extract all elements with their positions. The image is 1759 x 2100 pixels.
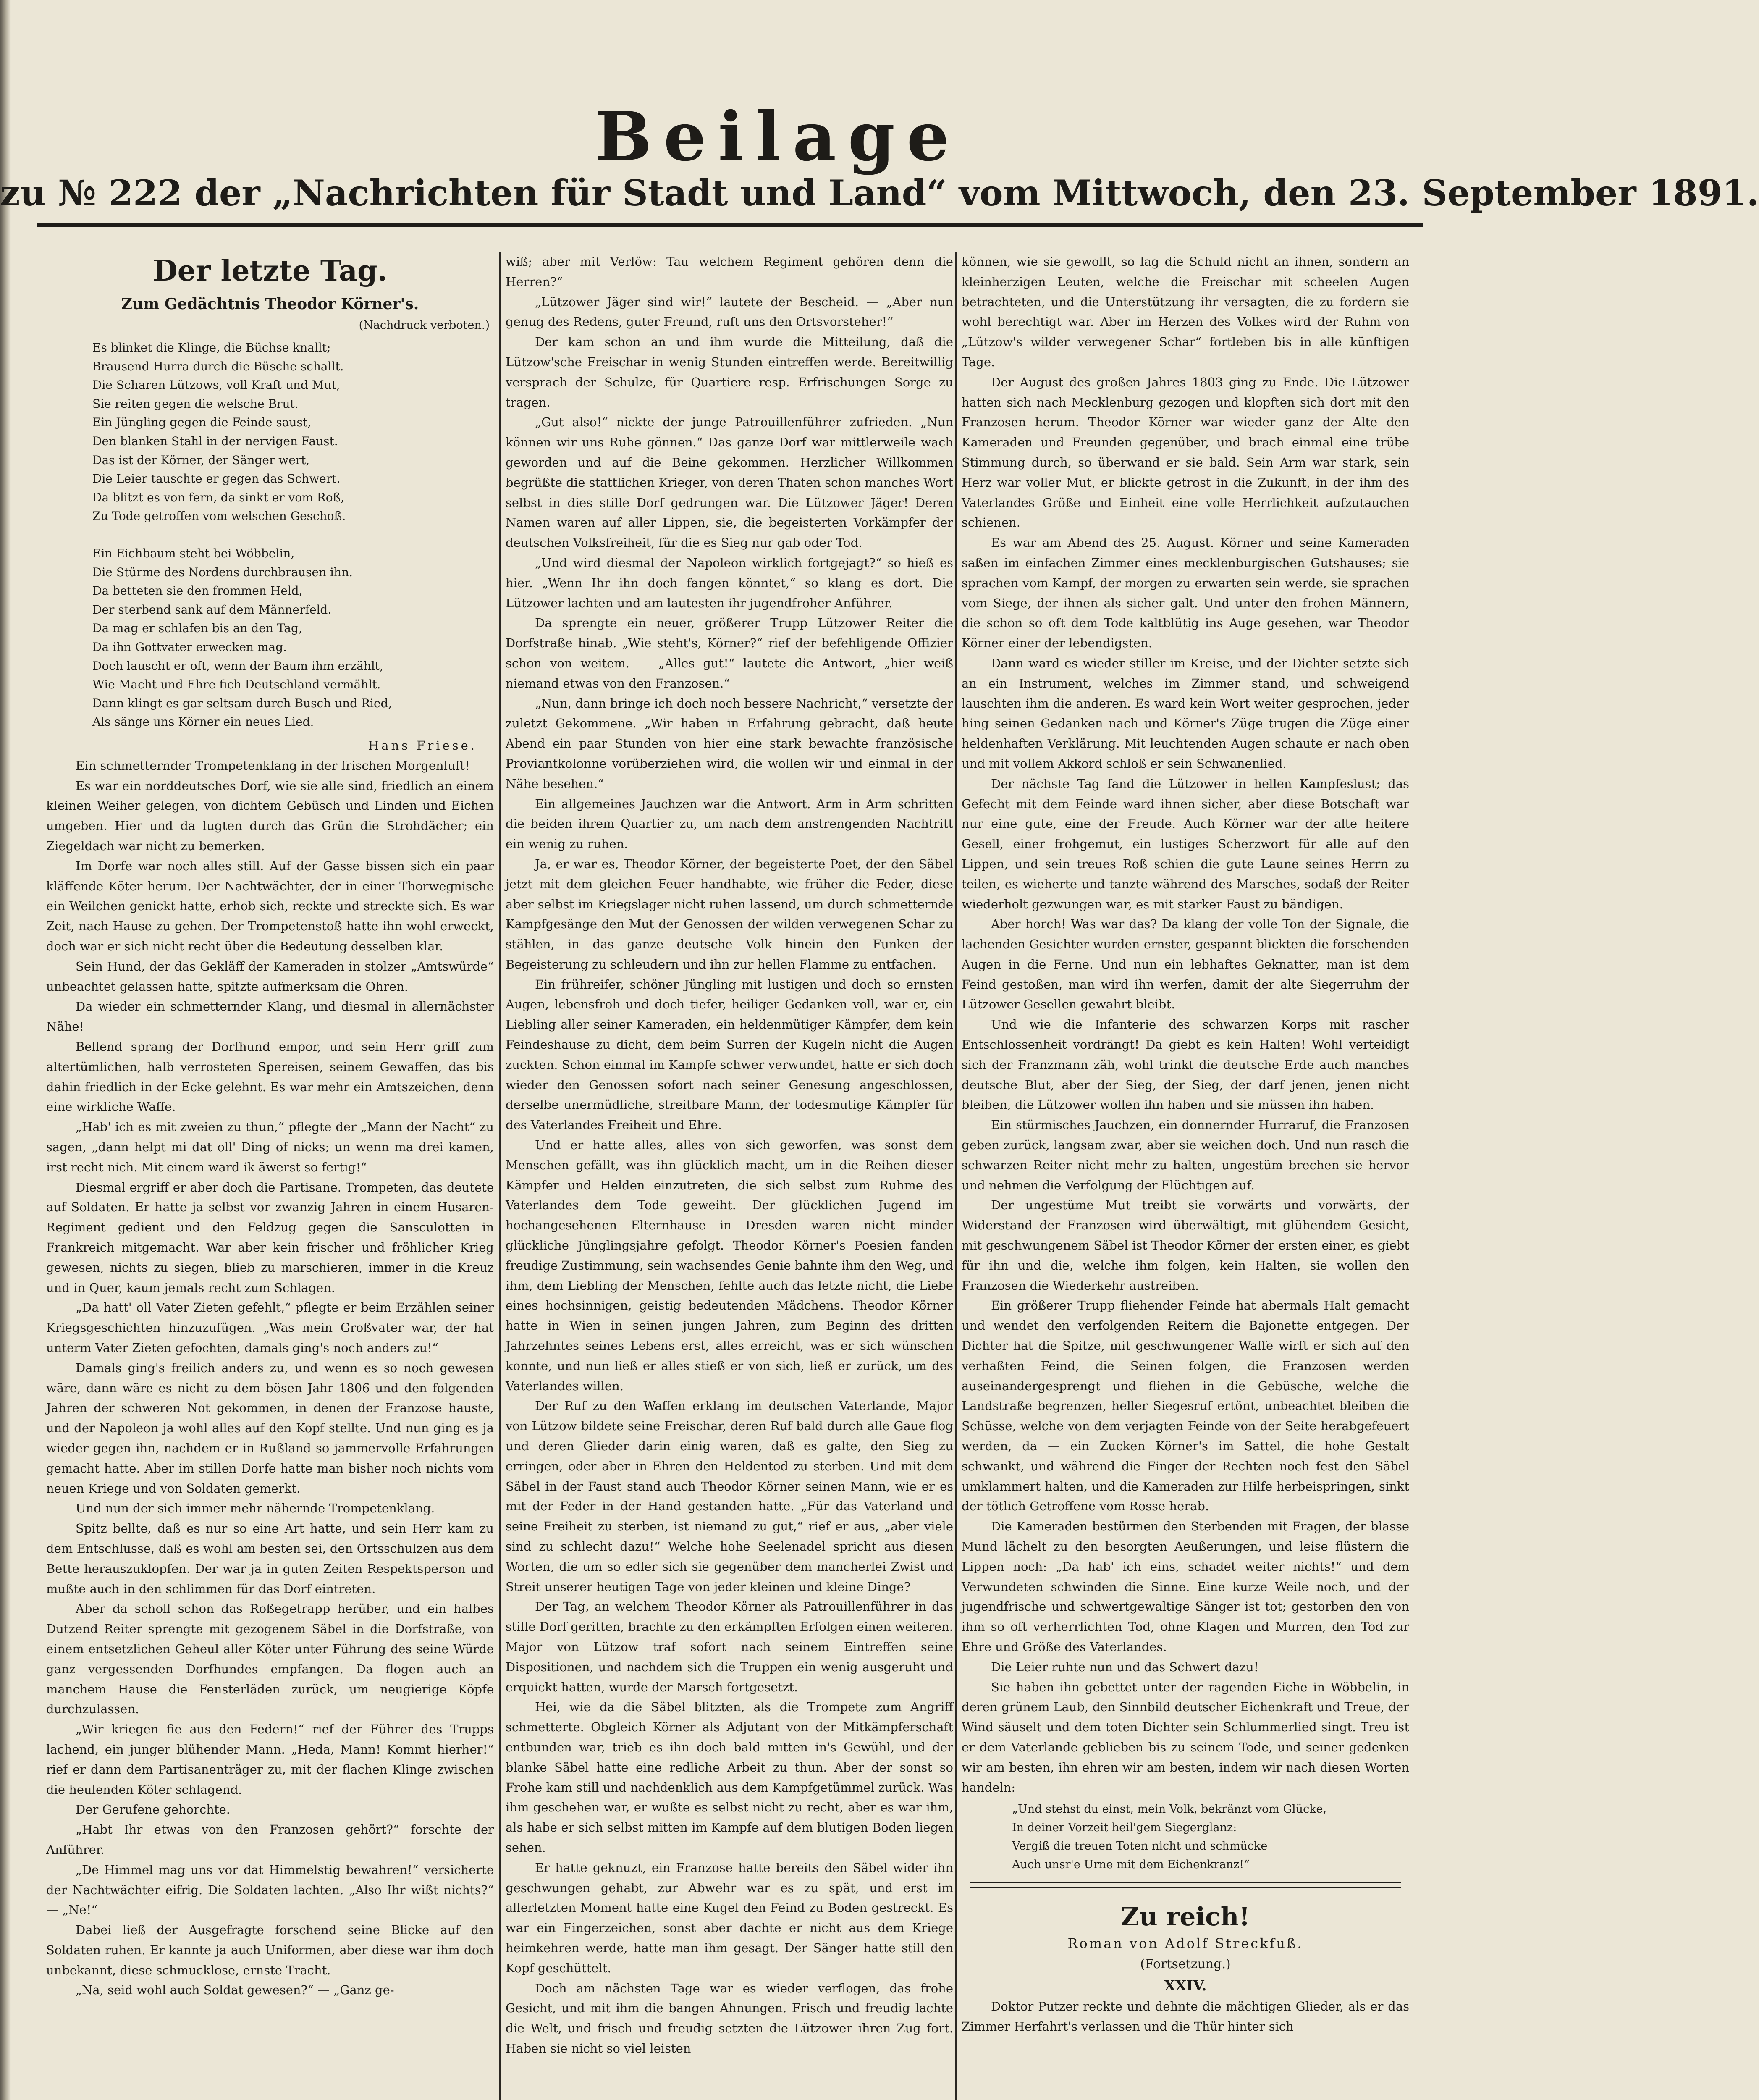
paragraph: Der August des großen Jahres 1803 ging zu Ende. Die Lützower hatten sich nach Mecklenburg gezogen und klopften sich dort mit den Franzosen herum. Theodor Körner war wieder ganz der Alte den Kameraden und Freunden gegenüber, und brach einmal eine trübe Stimmung durch, so überwand er sie bald. Sein Arm war stark, sein Herz war voller Mut, er blickte getrost in die Zukunft, in der ihm des Vaterlandes Größe und Einheit eine volle Herrlichkeit aufzutauchen schienen. xyxy=(962,375,1409,530)
paragraph: „Gut also!“ nickte der junge Patrouillenführer zufrieden. „Nun können wir uns Ruhe gönnen.“ Das ganze Dorf war mittlerweile wach geworden und auf die Beine gekommen. Herzlicher Willkommen begrüßte die stattlichen Krieger, von deren Thaten schon manches Wort selbst in dies stille Dorf gedrungen war. Die Lützower Jäger! Deren Namen waren auf aller Lippen, sie, die begeisterten Vorkämpfer der deutschen Volksfreiheit, für die es Sieg nur gab oder Tod. xyxy=(506,415,953,550)
paragraph: „Und wird diesmal der Napoleon wirklich fortgejagt?“ so hieß es hier. „Wenn Ihr ihn doch fangen könntet,“ so klang es dort. Die Lützower lachten und am lautesten ihr jugendfroher Anführer. xyxy=(506,555,953,610)
poem-line: Doch lauscht er oft, wenn der Baum ihm erzählt, xyxy=(92,659,383,673)
column-3 xyxy=(962,252,1409,2100)
poem-line: Die Stürme des Nordens durchbrausen ihn. xyxy=(92,565,353,579)
poem-line: Den blanken Stahl in der nervigen Faust. xyxy=(92,434,338,448)
paragraph: Und er hatte alles, alles von sich geworfen, was sonst dem Menschen gefällt, was ihn glücklich macht, um in die Reihen dieser Kämpfer und Helden einzutreten, die sich selbst zum Ruhme des Vaterlandes dem Tode geweiht. Der glücklichen Jugend im hochangesehenen Elternhause in Dresden waren nicht minder glückliche Jünglingsjahre gefolgt. Theodor Körner's Poesien fanden freudige Zustimmung, sein wachsendes Genie bahnte ihm den Weg, und ihm, dem Liebling der Menschen, fehlte auch das letzte nicht, die Liebe eines hochsinnigen, geistig bedeutenden Mädchens. Theodor Körner hatte in Wien in seinen jungen Jahren, zum Beginn des dritten Jahrzehntes seines Lebens erst, alles erreicht, was er sich wünschen konnte, und nun ließ er alles stieß er von sich, ließ er zurück, um des Vaterlandes willen. xyxy=(506,1138,953,1393)
story-dedication: Zum Gedächtnis Theodor Körner's. xyxy=(121,295,419,313)
serial-chapter: XXIV. xyxy=(1164,1977,1207,1995)
paragraph: Aber horch! Was war das? Da klang der volle Ton der Signale, die lachenden Gesichter wurden ernster, gespannt blickten die forschenden Augen in die Ferne. Und nun ein lebhaftes Geknatter, man ist dem Feind gestoßen, man wird ihn werfen, damit der alte Siegerruhm der Lützower Gesellen gewahrt bleibt. xyxy=(962,917,1409,1012)
poem-line: Als sänge uns Körner ein neues Lied. xyxy=(92,715,314,729)
paragraph: „Nun, dann bringe ich doch noch bessere Nachricht,“ versetzte der zuletzt Gekommene. „Wir haben in Erfahrung gebracht, daß heute Abend ein paar Stunden von hier eine stark bewachte französische Proviantkolonne vorüberziehen wird, die wollen wir und einmal in der Nähe besehen.“ xyxy=(506,696,953,791)
masthead-rule xyxy=(37,223,1423,227)
reprint-note: (Nachdruck verboten.) xyxy=(359,319,490,332)
paragraph: Der Gerufene gehorchte. xyxy=(76,1802,230,1817)
paragraph: Ein stürmisches Jauchzen, ein donnernder Hurraruf, die Franzosen geben zurück, langsam zwar, aber sie weichen doch. Und nun rasch die schwarzen Reiter nicht mehr zu halten, ungestüm brechen sie hervor und nehmen die Verfolgung der Flüchtigen auf. xyxy=(962,1118,1409,1192)
paragraph: Er hatte geknuzt, ein Franzose hatte bereits den Säbel wider ihn geschwungen gehabt, zur Abwehr war es zu spät, und erst im allerletzten Moment hatte eine Kugel den Feind zu Boden gestreckt. Es war ein Fingerzeichen, sonst aber dachte er nicht aus dem Kriege heimkehren werde, hatte man ihm gesagt. Der Sänger hatte still den Kopf geschüttelt. xyxy=(506,1860,953,1975)
poem-line: Ein Eichbaum steht bei Wöbbelin, xyxy=(92,546,295,560)
article-body xyxy=(46,756,494,2000)
paragraph: „Na, seid wohl auch Soldat gewesen?“ — „Ganz ge- xyxy=(76,1983,394,1998)
poem-line: Ein Jüngling gegen die Feinde saust, xyxy=(92,415,312,430)
paragraph: „Lützower Jäger sind wir!“ lautete der Bescheid. — „Aber nun genug des Redens, guter Freund, ruft uns den Ortsvorsteher!“ xyxy=(506,294,953,329)
paragraph: Sie haben ihn gebettet unter der ragenden Eiche in Wöbbelin, in deren grünem Laub, den Sinnbild deutscher Eichenkraft und Treue, der Wind säuselt und dem toten Dichter sein Schlummerlied singt. Treu ist er dem Vaterlande geblieben bis zu seinem Tode, und seiner gedenken wir am besten, ihn ehren wir am besten, indem wir nach diesen Worten handeln: xyxy=(962,1680,1409,1795)
paragraph: Doktor Putzer reckte und dehnte die mächtigen Glieder, als er das Zimmer Herfahrt's verlassen und die Thür hinter sich xyxy=(962,1999,1409,2034)
paragraph: „Hab' ich es mit zweien zu thun,“ pflegte der „Mann der Nacht“ zu sagen, „dann helpt mi dat oll' Ding of nicks; un wenn ma drei kamen, irst recht nich. Mit einem ward ik äwerst so fertig!“ xyxy=(46,1120,494,1174)
poem-line: Wie Macht und Ehre fich Deutschland vermählt. xyxy=(92,677,381,692)
paragraph: Der nächste Tag fand die Lützower in hellen Kampfeslust; das Gefecht mit dem Feinde ward ihnen sicher, aber diese Botschaft war nur eine gute, eine der Freude. Auch Körner war der alte heitere Gesell, einer frohgemut, ein lustiges Scherzwort für alle auf den Lippen, und sein treues Roß schien die gute Laune seines Herrn zu teilen, es wieherte und tanzte während des Marsches, sodaß der Reiter wiederholt gezwungen war, es mit starker Faust zu bändigen. xyxy=(962,776,1409,911)
paragraph: Ein schmetternder Trompetenklang in der frischen Morgenluft! xyxy=(76,758,470,773)
paragraph: Aber da scholl schon das Roßegetrapp herüber, und ein halbes Dutzend Reiter sprengte mit gezogenem Säbel in die Dorfstraße, von einem entsetzlichen Geheul aller Köter unter Führung des seine Würde ganz vergessenden Dorfhundes empfangen. Da flogen auch an manchem Hause die Fensterläden zurück, um neugierige Köpfe durchzulassen. xyxy=(46,1601,494,1717)
paragraph: „De Himmel mag uns vor dat Himmelstig bewahren!“ versicherte der Nachtwächter eifrig. Die Soldaten lachten. „Also Ihr wißt nichts?“ — „Ne!“ xyxy=(46,1862,494,1917)
paragraph: Ein allgemeines Jauchzen war die Antwort. Arm in Arm schritten die beiden ihrem Quartier zu, um nach dem anstrengenden Nachtritt ein wenig zu ruhen. xyxy=(506,796,953,851)
paragraph: Und nun der sich immer mehr nähernde Trompetenklang. xyxy=(76,1501,435,1516)
paragraph: Im Dorfe war noch alles still. Auf der Gasse bissen sich ein paar kläffende Köter herum. Der Nachtwächter, der in einer Thorwegnische ein Weilchen genickt hatte, erhob sich, reckte und streckte sich. Es war Zeit, nach Hause zu gehen. Der Trompetenstoß hatte ihn wohl erweckt, doch war er sich nicht recht über die Bedeutung desselben klar. xyxy=(46,858,494,954)
supplement-subtitle: zu № 222 der „Nachrichten für Stadt und Land“ vom Mittwoch, den 23. September 1891. xyxy=(0,172,1759,214)
page-binding-edge xyxy=(0,0,11,2100)
paragraph: Bellend sprang der Dorfhund empor, und sein Herr griff zum altertümlichen, halb verrosteten Spereisen, seinem Gewaffen, das bis dahin friedlich in der Ecke gelehnt. Es war mehr ein Amtszeichen, denn eine wirkliche Waffe. xyxy=(46,1040,494,1114)
paragraph: wiß; aber mit Verlöw: Tau welchem Regiment gehören denn die Herren?“ xyxy=(506,255,953,289)
paragraph: „Da hatt' oll Vater Zieten gefehlt,“ pflegte er beim Erzählen seiner Kriegsgeschichten hinzuzufügen. „Was mein Großvater war, der hat unterm Vater Zieten gefochten, damals ging's noch anders zu!“ xyxy=(46,1300,494,1355)
story-title: Der letzte Tag. xyxy=(152,254,388,288)
paragraph: Doch am nächsten Tage war es wieder verflogen, das frohe Gesicht, und mit ihm die bangen Ahnungen. Frisch und freudig lachte die Welt, und frisch und freudig setzten die Lützower ihren Zug fort. Haben sie nicht so viel leisten xyxy=(506,1981,953,2055)
poem xyxy=(46,339,494,732)
column-divider xyxy=(955,252,957,2100)
supplement-title: Beilage xyxy=(595,97,961,176)
serial-continuation: (Fortsetzung.) xyxy=(1140,1957,1231,1972)
serial-byline: Roman von Adolf Streckfuß. xyxy=(1067,1935,1303,1952)
paragraph: Spitz bellte, daß es nur so eine Art hatte, und sein Herr kam zu dem Entschlusse, daß es wohl am besten sei, den Ortsschulzen aus dem Bette herauszuklopfen. Der war ja in guten Zeiten Respektsperson und mußte auch in den schlimmen für das Dorf eintreten. xyxy=(46,1521,494,1596)
paragraph: „Habt Ihr etwas von den Franzosen gehört?“ forschte der Anführer. xyxy=(46,1822,494,1857)
serial-title: Zu reich! xyxy=(1121,1902,1250,1932)
verse-line: Auch unsr'e Urne mit dem Eichenkranz!“ xyxy=(1012,1858,1250,1872)
paragraph: Der Ruf zu den Waffen erklang im deutschen Vaterlande, Major von Lützow bildete seine Freischar, deren Ruf bald durch alle Gaue flog und deren Glieder darin einig waren, daß es galte, den Sieg zu erringen, oder aber in Ehren den Heldentod zu sterben. Und mit dem Säbel in der Faust stand auch Theodor Körner seinen Mann, wie er es mit der Feder in der Hand gestanden hatte. „Für das Vaterland und seine Freiheit zu sterben, ist niemand zu gut,“ rief er aus, „aber viele sind zu schlecht dazu!“ Welche hohe Seelenadel spricht aus diesen Worten, die um so edler sich sie gegenüber dem mancherlei Zwist und Streit unserer heutigen Tage von jeder kleinen und kleine Dinge? xyxy=(506,1399,953,1594)
paragraph: Hei, wie da die Säbel blitzten, als die Trompete zum Angriff schmetterte. Obgleich Körner als Adjutant von der Mitkämpferschaft entbunden war, trieb es ihn doch bald mitten in's Gewühl, und der blanke Säbel hatte eine redliche Arbeit zu thun. Aber der sonst so Frohe kam still und nachdenklich aus dem Kampfgetümmel zurück. Was ihm geschehen war, er wußte es selbst nicht zu recht, aber es war ihm, als habe er sich selbst mitten im Kampfe auf dem blutigen Boden liegen sehen. xyxy=(506,1700,953,1855)
paragraph: Der ungestüme Mut treibt sie vorwärts und vorwärts, der Widerstand der Franzosen wird überwältigt, mit glühendem Gesicht, mit geschwungenem Säbel ist Theodor Körner der ersten einer, es giebt für ihn und die, welche ihm folgen, kein Halten, sie wollen den Franzosen die Wiederkehr austreiben. xyxy=(962,1198,1409,1293)
poem-line: Da blitzt es von fern, da sinkt er vom Roß, xyxy=(92,490,345,504)
poem-line: Sie reiten gegen die welsche Brut. xyxy=(92,396,299,411)
poem-line: Brausend Hurra durch die Büsche schallt. xyxy=(92,359,344,373)
poem-line: Die Scharen Lützows, voll Kraft und Mut, xyxy=(92,378,340,392)
verse-line: Vergiß die treuen Toten nicht und schmücke xyxy=(1012,1840,1268,1853)
poem-line: Der sterbend sank auf dem Männerfeld. xyxy=(92,602,332,617)
paragraph: Damals ging's freilich anders zu, und wenn es so noch gewesen wäre, dann wäre es nicht zu dem bösen Jahr 1806 und den folgenden Jahren der schweren Not gekommen, in denen der Franzose hauste, und der Napoleon ja wohl alles auf den Kopf stellte. Und nun ging es ja wieder gegen ihn, nachdem er in Rußland so jammervolle Erfahrungen gemacht hatte. Aber im stillen Dorfe hatte man bisher noch nichts vom neuen Kriege und von Soldaten gemerkt. xyxy=(46,1360,494,1496)
column-divider xyxy=(499,252,501,2100)
poem-line: Da ihn Gottvater erwecken mag. xyxy=(92,640,287,654)
paragraph: Ja, er war es, Theodor Körner, der begeisterte Poet, der den Säbel jetzt mit dem gleichen Feuer handhabte, wie früher die Feder, diese aber selbst im Kriegslager nicht ruhen lassend, um durch schmetternde Kampfgesänge den Mut der Genossen der wilden verwegenen Schar zu stählen, in das ganze deutsche Volk hinein den Funken der Begeisterung zu schleudern und ihn zur hellen Flamme zu entfachen. xyxy=(506,856,953,971)
paragraph: Und wie die Infanterie des schwarzen Korps mit rascher Entschlossenheit vordrängt! Da giebt es kein Halten! Wohl verteidigt sich der Franzmann zäh, wohl trinkt die deutsche Erde auch manches deutsche Blut, aber der Sieg, der Sieg, der darf jenen, jenen nicht bleiben, die Lützower wollen ihn haben und sie müssen ihn haben. xyxy=(962,1017,1409,1112)
paragraph: Da sprengte ein neuer, größerer Trupp Lützower Reiter die Dorfstraße hinab. „Wie steht's, Körner?“ rief der befehligende Offizier schon von weitem. — „Alles gut!“ lautete die Antwort, „hier weiß niemand etwas von den Franzosen.“ xyxy=(506,616,953,690)
poem-line: Zu Tode getroffen vom welschen Geschoß. xyxy=(92,509,346,523)
paragraph: Es war ein norddeutsches Dorf, wie sie alle sind, friedlich an einem kleinen Weiher gelegen, von dichtem Gebüsch und Linden und Eichen umgeben. Hier und da lugten durch das Grün die Strohdächer; ein Ziegeldach war nicht zu bemerken. xyxy=(46,778,494,853)
paragraph: Der kam schon an und ihm wurde die Mitteilung, daß die Lützow'sche Freischar in wenig Stunden eintreffen werde. Bereitwillig versprach der Schulze, für Quartiere resp. Erfrischungen Sorge zu tragen. xyxy=(506,335,953,410)
paragraph: Die Leier ruhte nun und das Schwert dazu! xyxy=(991,1659,1259,1674)
section-separator xyxy=(970,1882,1401,1888)
poem-author: Hans Friese. xyxy=(368,738,477,753)
paragraph: können, wie sie gewollt, so lag die Schuld nicht an ihnen, sondern an kleinherzigen Leuten, welche die Freischar mit scheelen Augen betrachteten, und die Unterstützung ihr versagten, die zu fordern sie wohl berechtigt war. Aber im Herzen des Volkes wird der Ruhm von „Lützow's wilder verwegener Schar“ fortleben bis in alle künftigen Tage. xyxy=(962,255,1409,369)
paragraph: Sein Hund, der das Gekläff der Kameraden in stolzer „Amtswürde“ unbeachtet gelassen hatte, spitzte aufmerksam die Ohren. xyxy=(46,959,494,994)
column-1 xyxy=(46,252,494,2100)
paragraph: Dann ward es wieder stiller im Kreise, und der Dichter setzte sich an ein Instrument, welches im Zimmer stand, und schweigend lauschten ihm die anderen. Es ward kein Wort weiter gesprochen, jeder hing seinen Gedanken nach und Körner's Züge trugen die Züge einer heldenhaften Verklärung. Mit leuchtenden Augen schaute er nach oben und mit vollem Akkord schloß er sein Schwanenlied. xyxy=(962,656,1409,771)
poem-line: Dann klingt es gar seltsam durch Busch und Ried, xyxy=(92,696,392,710)
closing-verse xyxy=(962,1800,1409,1874)
poem-line: Es blinket die Klinge, die Büchse knallt; xyxy=(92,341,331,354)
poem-line: Da mag er schlafen bis an den Tag, xyxy=(92,621,302,635)
paragraph: Es war am Abend des 25. August. Körner und seine Kameraden saßen im einfachen Zimmer eines mecklenburgischen Gutshauses; sie sprachen vom Kampf, der morgen zu erwarten sein werde, sie sprachen vom Siege, der ihnen als sicher galt. Und unter den frohen Männern, die schon so oft dem Tode kaltblütig ins Auge gesehen, war Theodor Körner einer der lebendigsten. xyxy=(962,536,1409,651)
paragraph: Dabei ließ der Ausgefragte forschend seine Blicke auf den Soldaten ruhen. Er kannte ja auch Uniformen, aber diese war ihm doch unbekannt, diese schmucklose, ernste Tracht. xyxy=(46,1923,494,1977)
paragraph: Diesmal ergriff er aber doch die Partisane. Trompeten, das deutete auf Soldaten. Er hatte ja selbst vor zwanzig Jahren in einem Husaren-Regiment gedient und den Feldzug gegen die Sansculotten in Frankreich mitgemacht. War aber kein frischer und fröhlicher Krieg gewesen, nichts zu siegen, blieb zu marschieren, immer in die Kreuz und in Quer, kaum jemals recht zum Schlagen. xyxy=(46,1180,494,1295)
poem-line: Das ist der Körner, der Sänger wert, xyxy=(92,453,310,467)
verse-line: In deiner Vorzeit heil'gem Siegerglanz: xyxy=(1012,1821,1237,1835)
column-2 xyxy=(506,252,953,2100)
paragraph: „Wir kriegen fie aus den Federn!“ rief der Führer des Trupps lachend, ein junger blühender Mann. „Heda, Mann! Kommt hierher!“ rief er dann dem Partisanenträger zu, mit der flachen Klinge zwischen die heulenden Köter schlagend. xyxy=(46,1722,494,1797)
paragraph: Da wieder ein schmetternder Klang, und diesmal in allernächster Nähe! xyxy=(46,999,494,1034)
paragraph: Ein größerer Trupp fliehender Feinde hat abermals Halt gemacht und wendet den verfolgenden Reitern die Bajonette entgegen. Der Dichter hat die Spitze, mit geschwungener Waffe wirft er sich auf den verhaßten Feind, die Seinen folgen, die Franzosen werden auseinandergesprengt und fliehen in die Gebüsche, welche die Landstraße begrenzen, heller Siegesruf ertönt, unbeachtet bleiben die Schüsse, welche von dem verjagten Feinde von der Seite herabgefeuert werden, da — ein Zucken Körner's im Sattel, die hohe Gestalt schwankt, und während die Finger der Rechten noch fest den Säbel umklammert halten, und die Kameraden zur Hilfe herbeispringen, sinkt der tötlich Getroffene vom Rosse herab. xyxy=(962,1298,1409,1514)
poem-line: Da betteten sie den frommen Held, xyxy=(92,584,303,598)
paragraph: Die Kameraden bestürmen den Sterbenden mit Fragen, der blasse Mund lächelt zu den besorgten Aeußerungen, und leise flüstern die Lippen noch: „Da hab' ich eins, schadet weiter nichts!“ und dem Verwundeten schwinden die Sinne. Eine kurze Weile noch, und der jugendfrische und schwertgewaltige Sänger ist tot; gestorben den von ihm so oft verherrlichten Tod, ohne Klagen und Murren, den Tod zur Ehre und Größe des Vaterlandes. xyxy=(962,1519,1409,1654)
poem-line: Die Leier tauschte er gegen das Schwert. xyxy=(92,472,341,486)
paragraph: Ein frühreifer, schöner Jüngling mit lustigen und doch so ernsten Augen, lebensfroh und doch tiefer, heiliger Gedanken voll, war er, ein Liebling aller seiner Kameraden, ein heldenmütiger Kämpfer, dem kein Feindeshause zu dicht, dem beim Surren der Kugeln nicht die Augen zuckten. Schon einmal im Kampfe schwer verwundet, hatte er sich doch wieder den Genossen sofort nach seiner Genesung angeschlossen, derselbe unermüdliche, streitbare Mann, der todesmutige Kämpfer für des Vaterlandes Freiheit und Ehre. xyxy=(506,977,953,1132)
verse-line: „Und stehst du einst, mein Volk, bekränzt vom Glücke, xyxy=(1012,1803,1327,1816)
paragraph: Der Tag, an welchem Theodor Körner als Patrouillenführer in das stille Dorf geritten, brachte zu den erkämpften Erfolgen einen weiteren. Major von Lützow traf sofort nach seinem Eintreffen seine Dispositionen, und nachdem sich die Truppen ein wenig ausgeruht und erquickt hatten, wurde der Marsch fortgesetzt. xyxy=(506,1599,953,1694)
